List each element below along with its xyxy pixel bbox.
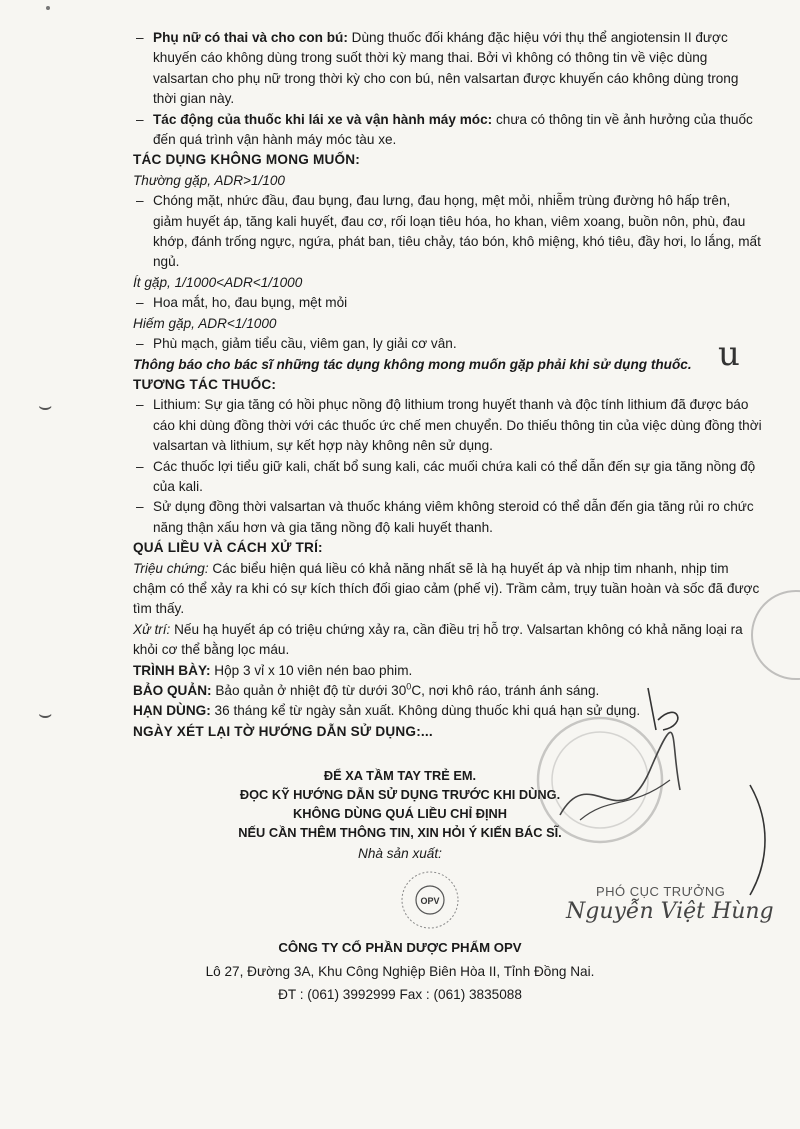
storage-text: Bảo quản ở nhiệt độ từ dưới 30 [211,683,407,698]
pregnancy-text: Dùng thuốc đối kháng đặc hiệu với thụ thể angiotensin II được khuyến cáo không dùng trong suốt thời kỳ mang thai. Bởi vì không có thông tin về việc dùng valsartan cho phụ nữ trong thời kỳ cho con bú, nên valsartan được khuyến cáo không dùng trong thời gian này. [153,30,739,107]
overdose-heading: QUÁ LIỀU VÀ CÁCH XỬ TRÍ: [133,540,323,556]
expiry-text: 36 tháng kể từ ngày sản xuất. Không dùng thuốc khi quá hạn sử dụng. [210,703,641,719]
overdose-symptoms-text: Các biểu hiện quá liều có khả năng nhất sẽ là hạ huyết áp và nhịp tim nhanh, nhịp tim chậm có thể xảy ra khi có sự kích thích đối giao cảm (phế vị). Trầm cảm, trụy tuần hoàn và sốc đã được tìm thấy. [133,560,760,617]
interaction-text: Các thuốc lợi tiểu giữ kali, chất bổ sung kali, các muối chứa kali có thể dẫn đến sự gia tăng nồng độ của kali. [153,458,756,494]
warning-line: KHÔNG DÙNG QUÁ LIỀU CHỈ ĐỊNH [293,806,507,821]
storage-text-end: C, nơi khô ráo, tránh ánh sáng. [411,683,600,698]
overdose-treatment-text: Nếu hạ huyết áp có triệu chứng xảy ra, cần điều trị hỗ trợ. Valsartan không có khả năng loại ra khỏi cơ thể bằng lọc máu. [133,621,743,658]
tick-mark-icon: ⌣ [38,701,53,726]
adverse-heading: TÁC DỤNG KHÔNG MONG MUỐN: [133,152,361,168]
storage-degree: 0 [406,681,412,692]
tick-mark-icon: ⌣ [38,393,53,418]
overdose-symptoms-label: Triệu chứng: [133,560,209,576]
punch-dot [46,6,50,10]
presentation-line [133,661,763,681]
signature-name: Nguyễn Việt Hùng [566,899,774,924]
adverse-uncommon-text: Hoa mắt, ho, đau bụng, mệt mỏi [153,295,348,311]
adverse-common-label: Thường gặp, ADR>1/100 [133,172,285,188]
logo-text: OPV [420,896,440,906]
company-block [0,938,800,1005]
adverse-uncommon-label: Ít gặp, 1/1000<ADR<1/1000 [133,274,303,290]
pregnancy-section: – Phụ nữ có thai và cho con bú: Dùng thuốc đối kháng đặc hiệu với thụ thể angiotensin II được khuyến cáo không dùng trong suốt thời kỳ mang thai. Bởi vì không có thông tin về việc dùng valsartan cho phụ nữ trong thời kỳ cho con bú, nên valsartan được khuyến cáo không dùng trong thời gian này. [136,30,739,107]
warning-line: ĐỌC KỸ HƯỚNG DẪN SỬ DỤNG TRƯỚC KHI DÙNG. [239,787,561,802]
overdose-symptoms [133,559,763,620]
interaction-item: – Lithium: Sự gia tăng có hồi phục nồng độ lithium trong huyết thanh và độc tính lithium đã được báo cáo khi dùng đồng thời với các thuốc ức chế men chuyển. Do thiếu thông tin của việc dùng đồng thời valsartan và lithium, sự kết hợp này không nên sử dụng. [136,397,762,454]
review-line: NGÀY XÉT LẠI TỜ HƯỚNG DẪN SỬ DỤNG:... [133,723,433,739]
company-phone: ĐT : (061) 3992999 Fax : (061) 3835088 [278,986,522,1002]
handwritten-mark: u [718,334,740,374]
adverse-rare-label: Hiếm gặp, ADR<1/1000 [133,315,277,331]
warning-line: ĐỂ XA TẦM TAY TRẺ EM. [323,768,477,783]
expiry-label: HẠN DÙNG: [133,703,211,719]
signature-role: PHÓ CỤC TRƯỞNG [596,884,726,899]
storage-label: BẢO QUẢN: [133,683,212,698]
driving-label: Tác động của thuốc khi lái xe và vận hành máy móc: [153,111,493,127]
company-address: Lô 27, Đường 3A, Khu Công Nghiệp Biên Hòa II, Tỉnh Đồng Nai. [205,964,595,980]
adverse-rare-item: – Phù mạch, giảm tiểu cầu, viêm gan, ly giải cơ vân. [136,336,457,352]
warning-line: NẾU CẦN THÊM THÔNG TIN, XIN HỎI Ý KIẾN BÁC SĨ. [238,825,562,840]
overdose-treatment [133,620,763,661]
presentation-text: Hộp 3 vỉ x 10 viên nén bao phim. [210,662,413,678]
overdose-treatment-label: Xử trí: [133,621,171,637]
bracket-mark [745,780,775,900]
manufacturer-label: Nhà sản xuất: [358,846,442,861]
interaction-item: – Các thuốc lợi tiểu giữ kali, chất bổ sung kali, các muối chứa kali có thể dẫn đến sự gia tăng nồng độ của kali. [136,458,756,494]
interaction-item: – Sử dụng đồng thời valsartan và thuốc kháng viêm không steroid có thể dẫn đến gia tăng rủi ro chức năng thận xấu hơn và gia tăng nồng độ kali huyết thanh. [136,499,754,535]
interaction-text: Lithium: Sự gia tăng có hồi phục nồng độ lithium trong huyết thanh và độc tính lithium đã được báo cáo khi dùng đồng thời với các thuốc ức chế men chuyển. Do thiếu thông tin của việc dùng đồng thời valsartan và lithium, sự kết hợp này không nên sử dụng. [153,397,762,454]
interaction-text: Sử dụng đồng thời valsartan và thuốc kháng viêm không steroid có thể dẫn đến gia tăng rủi ro chức năng thận xấu hơn và gia tăng nồng độ kali huyết thanh. [153,499,754,535]
driving-text: chưa có thông tin về ảnh hưởng của thuốc đến quá trình vận hành máy móc tàu xe. [153,111,753,148]
driving-section: – Tác động của thuốc khi lái xe và vận hành máy móc: chưa có thông tin về ảnh hưởng của thuốc đến quá trình vận hành máy móc tàu xe. [136,111,753,148]
edge-stamp [748,580,800,690]
adverse-notice: Thông báo cho bác sĩ những tác dụng không mong muốn gặp phải khi sử dụng thuốc. [133,356,692,372]
presentation-label: TRÌNH BÀY: [133,662,211,678]
pregnancy-label: Phụ nữ có thai và cho con bú: [153,30,348,45]
leaflet-body [133,28,763,742]
adverse-rare-text: Phù mạch, giảm tiểu cầu, viêm gan, ly giải cơ vân. [153,336,457,352]
company-name: CÔNG TY CỔ PHẦN DƯỢC PHẨM OPV [278,940,522,955]
adverse-common-text: Chóng mặt, nhức đầu, đau bụng, đau lưng, đau họng, mệt mỏi, nhiễm trùng đường hô hấp trên, giảm huyết áp, tăng kali huyết, đau cơ, rối loạn tiêu hóa, ho khan, viêm xoang, buồn nôn, phù, đau khớp, đánh trống ngực, ngứa, phát ban, tiêu chảy, táo bón, khô miệng, khó tiêu, đầy hơi, lo lắng, mất ngủ. [153,193,761,270]
company-logo [398,868,462,932]
interactions-heading: TƯƠNG TÁC THUỐC: [133,376,277,392]
adverse-uncommon-item: – Hoa mắt, ho, đau bụng, mệt mỏi [136,295,348,311]
initials-signature [638,680,698,740]
adverse-common-item: – Chóng mặt, nhức đầu, đau bụng, đau lưng, đau họng, mệt mỏi, nhiễm trùng đường hô hấp trên, giảm huyết áp, tăng kali huyết, đau cơ, rối loạn tiêu hóa, ho khan, viêm xoang, buồn nôn, phù, đau khớp, đánh trống ngực, ngứa, phát ban, tiêu chảy, táo bón, khô miệng, khó tiêu, đầy hơi, lo lắng, mất ngủ. [136,193,761,270]
